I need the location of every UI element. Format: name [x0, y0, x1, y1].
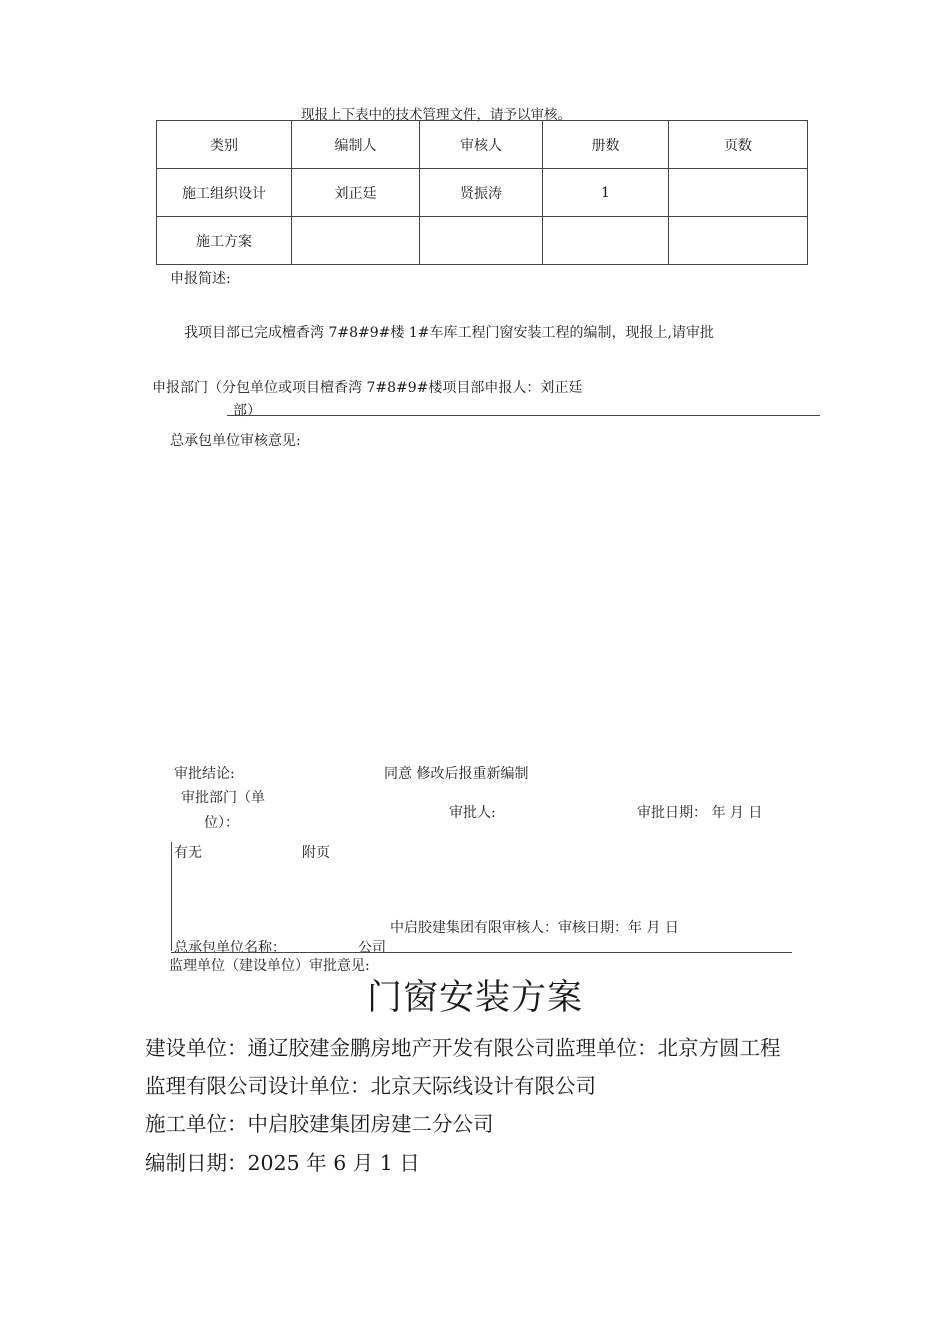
approval-date-label: 审批日期： 年 月 日: [637, 805, 763, 821]
table-row: [157, 169, 808, 217]
gc-company-suffix: 公司: [358, 940, 386, 956]
gc-name-label: 总承包单位名称：: [174, 940, 286, 956]
table-cell: [543, 217, 669, 265]
document-table: [156, 120, 808, 265]
submit-dept-line2: 部）: [233, 403, 261, 419]
intro-text: 现报上下表中的技术管理文件，请予以审核。: [301, 107, 571, 123]
conclusion-options: 同意 修改后报重新编制: [384, 766, 529, 782]
table-cell: [669, 169, 808, 217]
divider: [171, 842, 172, 951]
approval-dept-line1: 审批部门（单: [181, 790, 265, 806]
cover-info-line: 编制日期：2025 年 6 月 1 日: [145, 1151, 420, 1175]
table-cell: 施工组织设计: [157, 169, 292, 217]
table-row: [157, 217, 808, 265]
summary-label: 申报简述:: [170, 271, 231, 287]
supervision-label: 监理单位（建设单位）审批意见:: [169, 958, 370, 974]
header-reviewer: 审核人: [420, 121, 543, 169]
approver-label: 审批人:: [449, 805, 496, 821]
table-cell: [669, 217, 808, 265]
header-author: 编制人: [292, 121, 420, 169]
header-pages: 页数: [669, 121, 808, 169]
attachment-has-none: 有无: [174, 845, 202, 861]
approval-dept-line2: 位）：: [204, 815, 239, 831]
header-volumes: 册数: [543, 121, 669, 169]
table-cell: 贤振涛: [420, 169, 543, 217]
conclusion-label: 审批结论:: [174, 766, 235, 782]
divider: [171, 952, 792, 953]
review-line: 中启胶建集团有限审核人：审核日期：年 月 日: [390, 920, 679, 936]
attachment-label: 附页: [302, 845, 330, 861]
table-cell: [420, 217, 543, 265]
summary-text: 我项目部已完成檀香湾 7#8#9#楼 1#车库工程门窗安装工程的编制，现报上,请审批: [184, 325, 714, 341]
cover-info-line: 建设单位：通辽胶建金鹏房地产开发有限公司监理单位：北京方圆工程: [145, 1036, 781, 1060]
table-cell: [292, 217, 420, 265]
table-cell: 施工方案: [157, 217, 292, 265]
table-header-row: [157, 121, 808, 169]
table-cell: 刘正廷: [292, 169, 420, 217]
header-category: 类别: [157, 121, 292, 169]
gc-opinion-label: 总承包单位审核意见:: [170, 433, 301, 449]
page-title: 门窗安装方案: [366, 978, 583, 1018]
submit-dept-line1: 申报部门（分包单位或项目檀香湾 7#8#9#楼项目部申报人：刘正廷: [152, 380, 583, 396]
table-cell: 1: [543, 169, 669, 217]
cover-info-line: 监理有限公司设计单位：北京天际线设计有限公司: [145, 1074, 596, 1098]
divider: [227, 415, 820, 416]
cover-info-line: 施工单位：中启胶建集团房建二分公司: [145, 1112, 494, 1136]
